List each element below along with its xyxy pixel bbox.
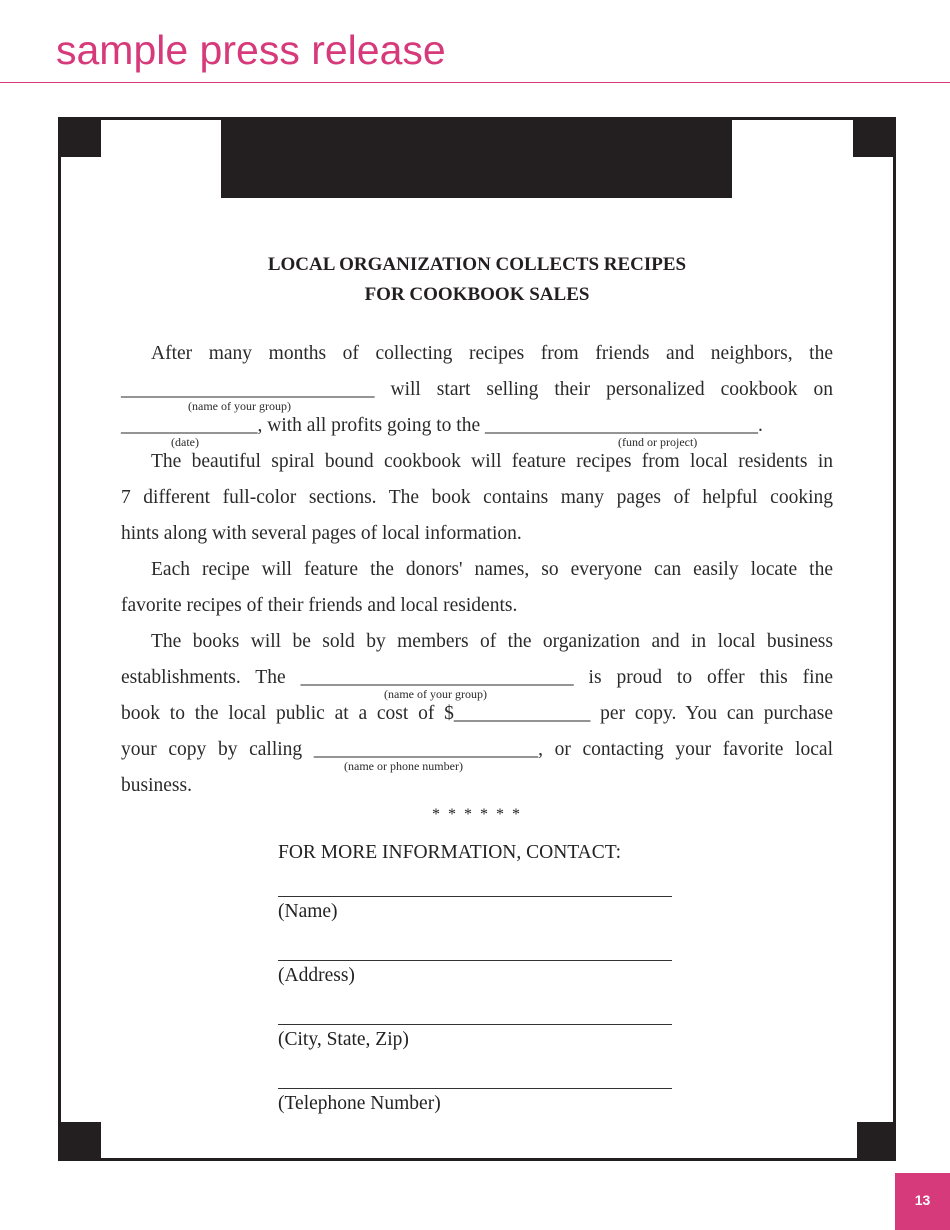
caption-name-or-phone: (name or phone number) <box>344 759 463 773</box>
contact-field-name <box>278 868 678 932</box>
caption-name-of-group: (name of your group) <box>188 399 291 413</box>
body-line: The books will be sold by members of the organization and in local business <box>151 631 833 652</box>
corner-top-right <box>853 120 893 157</box>
body-line: After many months of collecting recipes from friends and neighbors, the <box>151 343 833 364</box>
body-line: favorite recipes of their friends and local residents. <box>121 595 518 616</box>
caption-name-of-group-2: (name of your group) <box>384 687 487 701</box>
body-line-text: establishments. The ____________________________ is proud to offer this fine <box>121 667 833 688</box>
contact-field-address <box>278 932 678 996</box>
body-line: The beautiful spiral bound cookbook will feature recipes from local residents in <box>151 451 833 472</box>
contact-field-label: (Address) <box>278 965 355 986</box>
body-line-group-blank-2 <box>121 660 833 701</box>
contact-heading: FOR MORE INFORMATION, CONTACT: <box>278 842 622 863</box>
header-rule <box>0 82 950 83</box>
corner-bottom-left <box>61 1122 101 1158</box>
body-line: Each recipe will feature the donors' names, so everyone can easily locate the <box>151 559 833 580</box>
body-line-group-blank <box>121 372 833 413</box>
body-line-text: __________________________ will start selling their personalized cookbook on <box>121 379 833 400</box>
body-line: hints along with several pages of local information. <box>121 523 522 544</box>
page-number-badge: 13 <box>895 1173 950 1230</box>
body-line-text: ______________, with all profits going to the ____________________________. <box>121 415 763 436</box>
caption-fund-or-project: (fund or project) <box>618 435 698 449</box>
headline <box>61 250 893 310</box>
press-release-frame <box>58 117 896 1161</box>
corner-bottom-right <box>857 1122 893 1158</box>
body-line: book to the local public at a cost of $______________ per copy. You can purchase <box>121 703 833 724</box>
contact-field-city-state-zip <box>278 996 678 1060</box>
release-body <box>121 336 833 804</box>
contact-section <box>278 838 678 1124</box>
body-line-phone-blank <box>121 732 833 773</box>
caption-date: (date) <box>171 435 199 449</box>
logo-placeholder-bar <box>221 120 732 198</box>
blank-line <box>278 960 672 961</box>
blank-line <box>278 1088 672 1089</box>
headline-line-1: LOCAL ORGANIZATION COLLECTS RECIPES <box>267 254 687 275</box>
contact-field-label: (City, State, Zip) <box>278 1029 409 1050</box>
contact-field-label: (Name) <box>278 901 338 922</box>
body-line-date-blank <box>121 408 833 449</box>
blank-line <box>278 1024 672 1025</box>
body-line-text: your copy by calling _______________________, or contacting your favorite local <box>121 739 833 760</box>
blank-line <box>278 896 672 897</box>
contact-field-telephone <box>278 1060 678 1124</box>
body-line: 7 different full-color sections. The book contains many pages of helpful cooking <box>121 487 833 508</box>
body-line: business. <box>121 775 192 796</box>
headline-line-2: FOR COOKBOOK SALES <box>364 284 590 305</box>
page-header-title: sample press release <box>56 27 446 73</box>
section-separator: * * * * * * <box>432 806 522 823</box>
corner-top-left <box>61 120 101 157</box>
contact-field-label: (Telephone Number) <box>278 1093 441 1114</box>
